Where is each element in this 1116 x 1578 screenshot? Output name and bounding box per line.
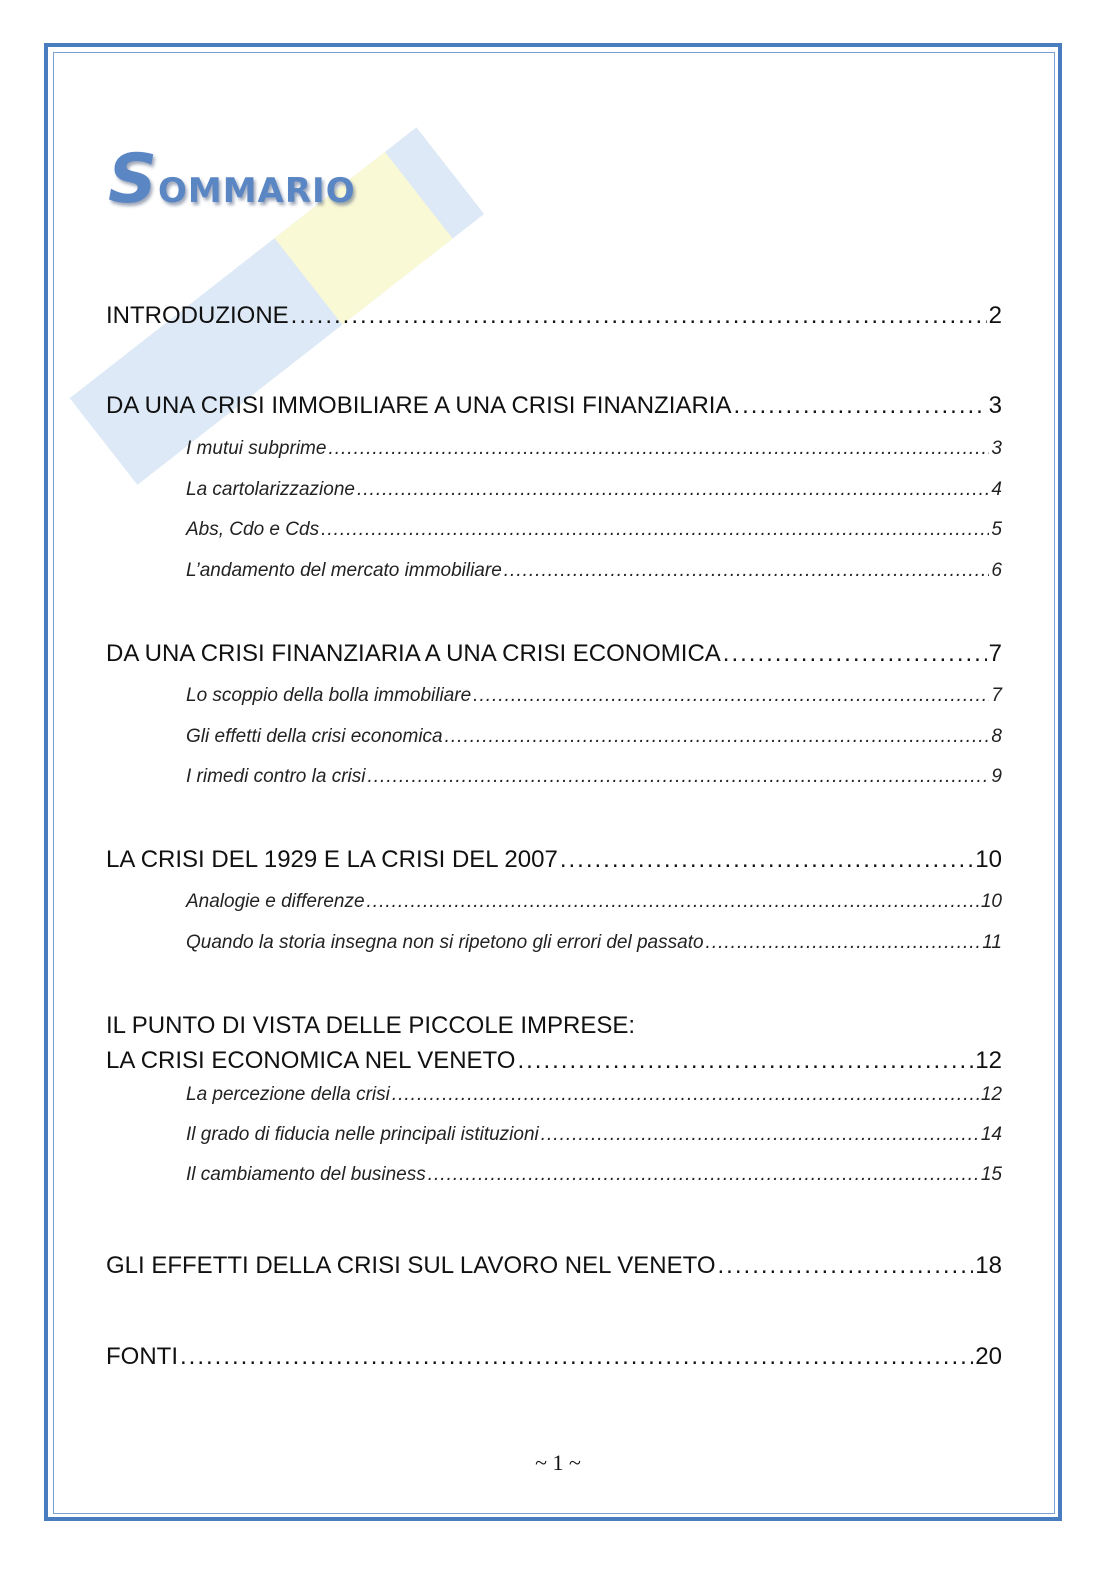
toc-leader	[541, 1124, 979, 1146]
toc-subentry-title: I mutui subprime	[186, 438, 327, 459]
toc-subentry[interactable]	[186, 519, 1002, 541]
toc-entry-crisi-1929-2007[interactable]	[106, 846, 1002, 874]
toc-subentry-title: Il cambiamento del business	[186, 1164, 426, 1185]
toc-subentry-title: La cartolarizzazione	[186, 479, 355, 500]
toc-entry-fonti[interactable]	[106, 1343, 1002, 1371]
toc-subentry[interactable]	[186, 891, 1002, 913]
toc-leader	[733, 392, 986, 420]
toc-subentry-page: 7	[991, 685, 1002, 706]
toc-subentry-title: Abs, Cdo e Cds	[186, 519, 320, 540]
toc-leader	[560, 846, 973, 874]
toc-entry-effetti-lavoro[interactable]	[106, 1252, 1002, 1280]
toc-subentry-page: 3	[991, 438, 1002, 459]
toc-leader	[718, 1252, 974, 1280]
title-initial: S	[108, 140, 158, 219]
toc-subentry-page: 10	[980, 891, 1002, 912]
toc-leader	[291, 302, 987, 330]
toc-subentry[interactable]	[186, 685, 1002, 707]
toc-entry-page: 3	[988, 392, 1002, 419]
toc-entry-title: GLI EFFETTI DELLA CRISI SUL LAVORO NEL VENETO	[106, 1252, 716, 1279]
toc-subentry-title: I rimedi contro la crisi	[186, 766, 366, 787]
toc-entry-title: DA UNA CRISI FINANZIARIA A UNA CRISI ECONOMICA	[106, 640, 721, 667]
toc-leader	[368, 766, 990, 788]
toc-entry-piccole-imprese[interactable]	[106, 1047, 1002, 1075]
toc-entry-title-line1: IL PUNTO DI VISTA DELLE PICCOLE IMPRESE:	[106, 1012, 636, 1039]
page-number: ~ 1 ~	[535, 1450, 581, 1475]
toc-subentry-page: 11	[982, 932, 1002, 953]
toc-subentry-page: 15	[980, 1164, 1002, 1185]
toc-entry-title: LA CRISI ECONOMICA NEL VENETO	[106, 1047, 516, 1074]
toc-subentry-page: 8	[991, 726, 1002, 747]
toc-entry-crisi-immobiliare[interactable]	[106, 392, 1002, 420]
toc-leader	[357, 479, 989, 501]
toc-leader	[445, 726, 990, 748]
toc-leader	[428, 1164, 979, 1186]
toc-entry-page: 18	[975, 1252, 1002, 1279]
toc-subentry[interactable]	[186, 479, 1002, 501]
toc-subentry-title: Analogie e differenze	[186, 891, 365, 912]
toc-subentry-page: 6	[991, 560, 1002, 581]
toc-subentry[interactable]	[186, 1164, 1002, 1186]
toc-subentry[interactable]	[186, 438, 1002, 460]
toc-subentry-title: Lo scoppio della bolla immobiliare	[186, 685, 472, 706]
page-title	[108, 140, 356, 219]
toc-subentry[interactable]	[186, 932, 1002, 954]
toc-entry-page: 12	[975, 1047, 1002, 1074]
toc-leader	[392, 1084, 979, 1106]
toc-entry-page: 10	[975, 846, 1002, 873]
toc-subentry-title: L’andamento del mercato immobiliare	[186, 560, 502, 581]
toc-entry-page: 2	[988, 302, 1002, 329]
toc-subentry-title: Quando la storia insegna non si ripetono gli errori del passato	[186, 932, 704, 953]
toc-leader	[180, 1343, 973, 1371]
title-rest: OMMARIO	[157, 171, 356, 211]
toc-leader	[328, 438, 989, 460]
toc-entry-page: 7	[988, 640, 1002, 667]
toc-leader	[367, 891, 979, 913]
toc-subentry-title: Gli effetti della crisi economica	[186, 726, 443, 747]
toc-entry-page: 20	[975, 1343, 1002, 1370]
toc-entry-title: DA UNA CRISI IMMOBILIARE A UNA CRISI FINANZIARIA	[106, 392, 732, 419]
toc-leader	[723, 640, 987, 668]
toc-entry-crisi-finanziaria[interactable]	[106, 640, 1002, 668]
toc-subentry[interactable]	[186, 1084, 1002, 1106]
toc-subentry-page: 9	[991, 766, 1002, 787]
toc-subentry-title: La percezione della crisi	[186, 1084, 390, 1105]
toc-entry-title: LA CRISI DEL 1929 E LA CRISI DEL 2007	[106, 846, 558, 873]
toc-leader	[504, 560, 990, 582]
toc-entry-title: INTRODUZIONE	[106, 302, 289, 329]
toc-subentry-page: 5	[991, 519, 1002, 540]
toc-subentry-page: 4	[991, 479, 1002, 500]
toc-subentry-page: 14	[980, 1124, 1002, 1145]
toc-leader	[706, 932, 981, 954]
toc-subentry[interactable]	[186, 560, 1002, 582]
toc-entry-introduzione[interactable]	[106, 302, 1002, 330]
toc-leader	[517, 1047, 973, 1075]
toc-leader	[321, 519, 989, 541]
toc-subentry-title: Il grado di fiducia nelle principali istituzioni	[186, 1124, 539, 1145]
toc-leader	[473, 685, 989, 707]
toc-subentry[interactable]	[186, 1124, 1002, 1146]
toc-entry-title: FONTI	[106, 1343, 178, 1370]
toc-subentry[interactable]	[186, 726, 1002, 748]
toc-subentry-page: 12	[980, 1084, 1002, 1105]
toc-subentry[interactable]	[186, 766, 1002, 788]
